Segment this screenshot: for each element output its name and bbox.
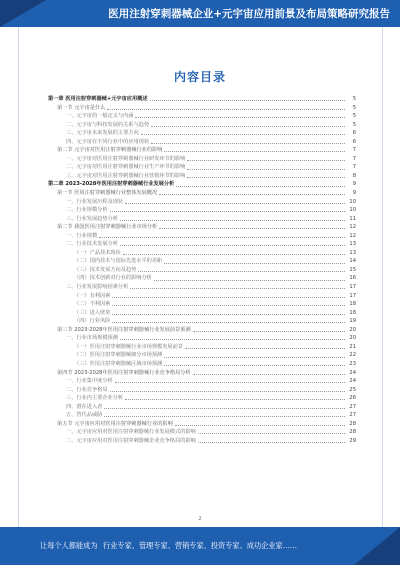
toc-leader-dots — [164, 357, 345, 358]
toc-entry-page: 12 — [349, 224, 356, 231]
toc-entry-title: （三）医用注射穿刺器械区域市场预测 — [74, 360, 163, 367]
toc-entry-title: （四）行业风险 — [74, 318, 111, 325]
toc-entry-page: 15 — [349, 266, 356, 273]
footer-lead-text: 让每个人都能成为 — [40, 541, 98, 550]
header-accent-triangle — [0, 0, 46, 27]
toc-leader-dots — [112, 322, 345, 323]
toc-entry-title: 二、元宇宙与科技发展的关系与趋势 — [66, 121, 150, 128]
toc-entry[interactable] — [48, 215, 356, 224]
toc-entry-page: 20 — [349, 326, 356, 333]
toc-entry-page: 8 — [352, 172, 356, 179]
toc-title: 内容目录 — [173, 70, 226, 84]
toc-entry-title: 第一节 医用注射穿刺器械行业整体发展概况 — [57, 190, 158, 197]
toc-leader-dots — [193, 374, 345, 375]
toc-leader-dots — [159, 228, 345, 229]
toc-entry-title: （三）技术发展方向及趋势 — [74, 266, 137, 273]
toc-entry-title: 三、行业内主要企业分析 — [66, 395, 124, 402]
toc-leader-dots — [112, 314, 345, 315]
toc-entry-page: 11 — [349, 215, 356, 222]
toc-entry[interactable] — [48, 121, 356, 130]
toc-leader-dots — [164, 365, 345, 366]
toc-leader-dots — [187, 169, 345, 170]
toc-entry-title: 一、行业集中度分析 — [66, 378, 113, 385]
toc-entry[interactable] — [48, 317, 356, 326]
toc-entry-title: 四、元宇宙在不同行业中的应用现状 — [66, 138, 150, 145]
toc-entry-page: 29 — [349, 437, 356, 444]
toc-entry-title: 四、潜在进入者 — [66, 403, 103, 410]
toc-entry-page: 5 — [352, 104, 356, 111]
toc-entry[interactable] — [48, 369, 356, 378]
toc-leader-dots — [164, 263, 345, 264]
toc-leader-dots — [151, 126, 345, 127]
toc-entry-page: 17 — [349, 292, 356, 299]
toc-entry-page: 12 — [349, 232, 356, 239]
toc-entry[interactable] — [48, 155, 356, 164]
toc-entry-page: 6 — [352, 138, 356, 145]
toc-entry-title: 第一章 医用注射穿刺器械+元宇宙应用概述 — [48, 96, 148, 102]
toc-leader-dots — [175, 425, 345, 426]
toc-leader-dots — [164, 151, 345, 152]
toc-entry[interactable] — [48, 386, 356, 395]
toc-entry-title: 二、元宇宙应用对医用注射穿刺器械企业竞争格局的影响 — [66, 437, 196, 444]
toc-entry-title: 一、元宇宙的一般定义与内涵 — [66, 113, 134, 120]
page-border-left — [18, 27, 19, 549]
toc-leader-dots — [193, 331, 345, 332]
toc-entry-page: 21 — [349, 343, 356, 350]
toc-entry-page: 24 — [349, 369, 356, 376]
toc-entry-page: 27 — [349, 403, 356, 410]
toc-entry[interactable] — [48, 292, 356, 301]
toc-entry-title: 第四节 2023-2028年医用注射穿刺器械行业竞争格局分析 — [57, 369, 191, 376]
toc-entry[interactable] — [48, 351, 356, 360]
toc-entry-title: （二）国内技术与国际先进水平的差距 — [74, 258, 163, 265]
toc-entry[interactable] — [48, 249, 356, 258]
toc-entry-title: 第五节 元宇宙应用对医用注射穿刺器械行业的影响 — [57, 420, 173, 427]
toc-entry[interactable] — [48, 146, 356, 155]
toc-leader-dots — [185, 348, 345, 349]
toc-entry-page: 25 — [349, 386, 356, 393]
toc-leader-dots — [115, 382, 345, 383]
page-border-right — [382, 27, 383, 549]
toc-entry-title: 一、行业市场规模预测 — [66, 335, 118, 342]
toc-entry[interactable] — [48, 104, 356, 113]
toc-entry[interactable] — [48, 189, 356, 198]
toc-leader-dots — [135, 117, 345, 118]
toc-entry-page: 16 — [349, 275, 356, 282]
toc-entry-title: （一）有利因素 — [74, 292, 111, 299]
toc-leader-dots — [104, 408, 345, 409]
toc-leader-dots — [110, 211, 345, 212]
toc-entry-title: 五、替代品威胁 — [66, 412, 103, 419]
toc-entry[interactable] — [48, 257, 356, 266]
toc-leader-dots — [110, 391, 345, 392]
toc-entry[interactable] — [48, 206, 356, 215]
toc-entry[interactable] — [48, 266, 356, 275]
toc-leader-dots — [104, 416, 345, 417]
toc-entry[interactable] — [48, 300, 356, 309]
toc-leader-dots — [125, 203, 345, 204]
toc-entry[interactable] — [48, 223, 356, 232]
toc-entry-page: 24 — [349, 378, 356, 385]
toc-entry-title: （三）进入壁垒 — [74, 309, 111, 316]
toc-entry-title: 二、行业技术发展分析 — [66, 241, 118, 248]
toc-entry-page: 26 — [349, 395, 356, 402]
toc-entry[interactable] — [48, 232, 356, 241]
toc-entry-page: 18 — [349, 301, 356, 308]
toc-entry[interactable] — [48, 394, 356, 403]
toc-entry-page: 13 — [349, 241, 356, 248]
toc-entry[interactable] — [48, 172, 356, 181]
toc-entry[interactable] — [48, 334, 356, 343]
toc-entry-page: 7 — [352, 155, 356, 162]
toc-entry-page: 10 — [349, 198, 356, 205]
toc-entry[interactable] — [48, 163, 356, 172]
toc-entry-title: 第二章 2023-2028年医用注射穿刺器械行业发展分析 — [48, 181, 175, 188]
toc-entry[interactable] — [48, 428, 356, 437]
toc-entry-title: 三、行业发展趋势分析 — [66, 215, 118, 222]
toc-entry-title: （一）产品技术现状 — [74, 249, 121, 256]
toc-entry-title: 一、行业规模 — [66, 232, 98, 239]
toc-entry-page: 28 — [349, 429, 356, 436]
toc-leader-dots — [198, 442, 345, 443]
toc-entry-page: 9 — [352, 181, 356, 188]
toc-entry-page: 28 — [349, 420, 356, 427]
toc-entry-page: 22 — [349, 352, 356, 359]
toc-entry-page: 6 — [352, 130, 356, 137]
toc-entry-page: 10 — [349, 207, 356, 214]
toc-leader-dots — [112, 305, 345, 306]
toc-entry[interactable] — [48, 411, 356, 420]
toc-entry-page: 9 — [352, 190, 356, 197]
toc-leader-dots — [141, 134, 345, 135]
toc-entry-title: （二）不利因素 — [74, 301, 111, 308]
toc-entry-title: 一、元宇宙应用对医用注射穿刺器械行业发展模式的影响 — [66, 429, 196, 436]
toc-entry-page: 18 — [349, 309, 356, 316]
toc-entry[interactable] — [48, 360, 356, 369]
toc-leader-dots — [130, 288, 345, 289]
footer-accent-triangle — [354, 527, 400, 565]
toc-entry-title: 二、行业竞争格局 — [66, 386, 108, 393]
toc-entry[interactable] — [48, 180, 356, 189]
toc-entry-page: 23 — [349, 360, 356, 367]
toc-entry-page: 5 — [352, 96, 356, 102]
footer-bar — [0, 527, 400, 565]
toc-leader-dots — [120, 339, 345, 340]
toc-leader-dots — [154, 280, 345, 281]
toc-entry-page: 5 — [352, 121, 356, 128]
page-number: 2 — [198, 516, 202, 522]
toc-entry-page: 5 — [352, 113, 356, 120]
toc-entry[interactable] — [48, 343, 356, 352]
toc-leader-dots — [120, 245, 345, 246]
toc-entry-page: 27 — [349, 412, 356, 419]
toc-entry[interactable] — [48, 240, 356, 249]
toc-entry[interactable] — [48, 274, 356, 283]
toc-entry-title: 第二节 元宇宙对医用注射穿刺器械行业的影响 — [57, 147, 163, 154]
footer-roles-text: 行业专家、管理专家、营销专家、投资专家、成功企业家…… — [103, 541, 298, 550]
toc-leader-dots — [120, 220, 345, 221]
toc-entry[interactable] — [48, 138, 356, 147]
toc-leader-dots — [99, 237, 345, 238]
toc-leader-dots — [187, 177, 345, 178]
toc-entry-title: （四）技术创新对行业的影响分析 — [74, 275, 152, 282]
toc-entry-title: 第三节 2023-2028年医用注射穿刺器械行业发展前景预测 — [57, 326, 191, 333]
header-bar — [0, 0, 400, 27]
toc-entry[interactable] — [48, 326, 356, 335]
toc-leader-dots — [107, 109, 345, 110]
toc-leader-dots — [159, 194, 345, 195]
toc-entry-title: 三、元宇宙对医用注射穿刺器械行业营销环节的影响 — [66, 172, 186, 179]
toc-entry[interactable] — [48, 420, 356, 429]
toc-entry-title: 第一节 元宇宙是什么 — [57, 104, 106, 111]
toc-entry-title: 第二节 我国医用注射穿刺器械行业市场分析 — [57, 224, 158, 231]
toc-entry[interactable] — [48, 403, 356, 412]
toc-entry[interactable] — [48, 309, 356, 318]
toc-entry[interactable] — [48, 377, 356, 386]
toc-leader-dots — [198, 433, 345, 434]
toc-entry[interactable] — [48, 437, 356, 446]
toc-entry-title: 三、元宇宙未来发展的主要方向 — [66, 130, 139, 137]
toc-entry-page: 7 — [352, 164, 356, 171]
toc-leader-dots — [187, 160, 345, 161]
toc-entry-page: 7 — [352, 147, 356, 154]
toc-leader-dots — [151, 143, 345, 144]
toc-entry-title: （一）医用注射穿刺器械行业市场规模发展前景 — [74, 343, 183, 350]
toc-entry-title: 二、元宇宙对医用注射穿刺器械行业生产环节的影响 — [66, 164, 186, 171]
toc-leader-dots — [123, 254, 345, 255]
toc-entry[interactable] — [48, 95, 356, 104]
toc-entry-page: 19 — [349, 318, 356, 325]
toc-entry-page: 13 — [349, 249, 356, 256]
toc-entry-title: 二、行业规模分析 — [66, 207, 108, 214]
toc-leader-dots — [112, 297, 345, 298]
table-of-contents — [48, 95, 356, 445]
toc-entry[interactable] — [48, 129, 356, 138]
toc-entry-title: 一、行业发展历程及现状 — [66, 198, 124, 205]
toc-entry-page: 14 — [349, 258, 356, 265]
toc-entry[interactable] — [48, 283, 356, 292]
toc-entry[interactable] — [48, 112, 356, 121]
toc-leader-dots — [138, 271, 345, 272]
toc-leader-dots — [176, 186, 345, 187]
toc-entry-title: 一、元宇宙对医用注射穿刺器械行业研发环节的影响 — [66, 155, 186, 162]
report-title: 医用注射穿刺器械企业+元宇宙应用前景及布局策略研究报告 — [108, 8, 390, 20]
toc-entry-title: 三、行业发展影响因素分析 — [66, 284, 129, 291]
toc-entry-page: 20 — [349, 335, 356, 342]
toc-entry[interactable] — [48, 198, 356, 207]
toc-entry-title: （二）医用注射穿刺器械细分市场预测 — [74, 352, 163, 359]
toc-entry-page: 17 — [349, 284, 356, 291]
toc-leader-dots — [125, 399, 345, 400]
toc-leader-dots — [150, 100, 345, 101]
